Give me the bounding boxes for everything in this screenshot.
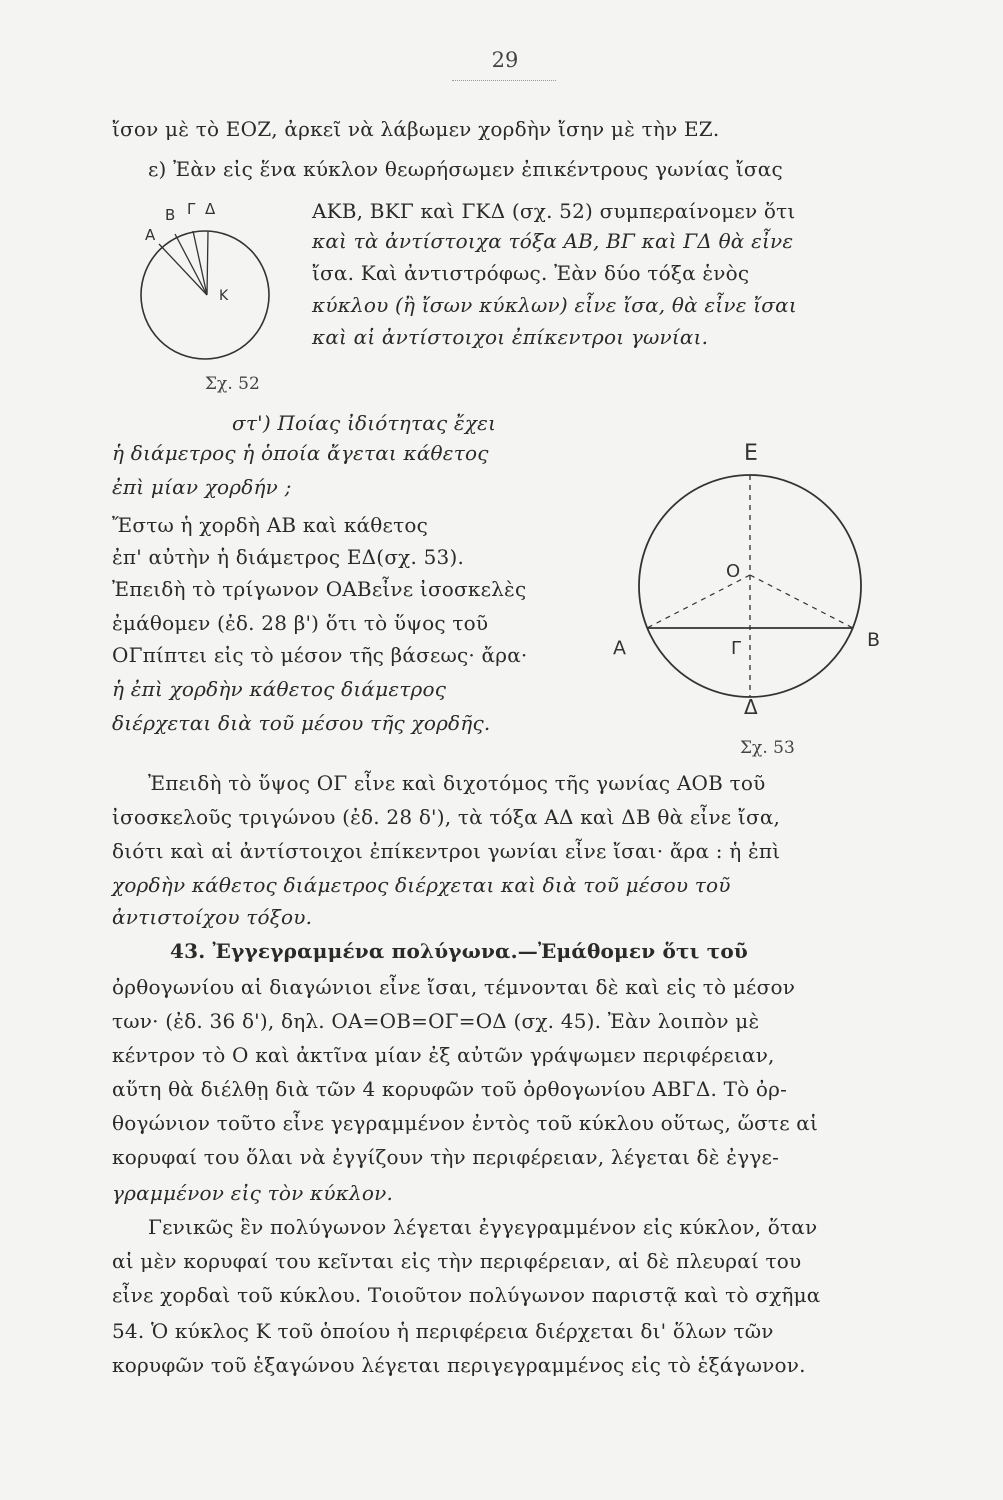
header-rule (452, 80, 556, 81)
text-line-21: χορδὴν κάθετος διάμετρος διέρχεται καὶ διὰ τοῦ μέσου τοῦ (112, 873, 731, 897)
text-line-2: ε) Ἐὰν εἰς ἕνα κύκλον θεωρήσωμεν ἐπικέντρους γωνίας ἴσας (148, 157, 783, 181)
text-line-20: διότι καὶ αἱ ἀντίστοιχοι ἐπίκεντροι γωνίαι εἶνε ἴσαι· ἄρα : ἡ ἐπὶ (112, 839, 781, 863)
figure-52 (125, 200, 295, 360)
text-line-15: ΟΓπίπτει εἰς τὸ μέσον τῆς βάσεως· ἄρα· (112, 643, 528, 667)
fig52-label-k: Κ (219, 288, 229, 304)
text-line-1: ἴσον μὲ τὸ ΕΟΖ, ἀρκεῖ νὰ λάβωμεν χορδὴν ἴσην μὲ τὴν ΕΖ. (112, 117, 720, 141)
fig52-circle (141, 231, 269, 359)
text-line-8: στ') Ποίας ἰδιότητας ἔχει (232, 411, 497, 435)
text-line-28: θογώνιον τοῦτο εἶνε γεγραμμένον ἐντὸς τοῦ κύκλου οὕτως, ὥστε αἱ (112, 1111, 819, 1135)
fig53-label-a: Α (613, 637, 626, 659)
text-line-12: ἐπ' αὐτὴν ἡ διάμετρος ΕΔ(σχ. 53). (112, 545, 465, 569)
fig53-label-o: Ο (726, 561, 741, 582)
text-line-33: εἶνε χορδαὶ τοῦ κύκλου. Τοιοῦτον πολύγωνον παριστᾷ καὶ τὸ σχῆμα (112, 1283, 821, 1307)
text-line-17: διέρχεται διὰ τοῦ μέσου τῆς χορδῆς. (112, 711, 491, 735)
text-line-19: ἰσοσκελοῦς τριγώνου (ἐδ. 28 δ'), τὰ τόξα ΑΔ καὶ ΔΒ θὰ εἶνε ἴσα, (112, 805, 781, 829)
text-line-18: Ἐπειδὴ τὸ ὕψος ΟΓ εἶνε καὶ διχοτόμος τῆς γωνίας ΑΟΒ τοῦ (148, 771, 766, 795)
text-line-29: κορυφαί του ὅλαι νὰ ἐγγίζουν τὴν περιφέρειαν, λέγεται δὲ ἐγγε- (112, 1145, 780, 1169)
text-line-27: αὕτη θὰ διέλθῃ διὰ τῶν 4 κορυφῶν τοῦ ὀρθογωνίου ΑΒΓΔ. Τὸ ὀρ- (112, 1077, 788, 1101)
text-line-30: γραμμένον εἰς τὸν κύκλον. (112, 1181, 394, 1205)
fig52-radius-b (175, 234, 207, 295)
text-line-13: Ἐπειδὴ τὸ τρίγωνον ΟΑΒεἶνε ἰσοσκελὲς (112, 577, 527, 601)
fig53-label-d: Δ (744, 695, 758, 719)
figure-53 (605, 432, 895, 732)
fig52-radius-g (193, 231, 207, 295)
text-line-22: ἀντιστοίχου τόξου. (112, 905, 313, 929)
text-line-4: καὶ τὰ ἀντίστοιχα τόξα ΑΒ, ΒΓ καὶ ΓΔ θὰ εἶνε (312, 229, 794, 253)
fig53-radius-ob (750, 575, 853, 628)
fig52-radius-d (207, 231, 208, 295)
text-line-26: κέντρον τὸ Ο καὶ ἀκτῖνα μίαν ἐξ αὐτῶν γράψωμεν περιφέρειαν, (112, 1043, 775, 1067)
fig52-label-g: Γ (187, 200, 196, 218)
text-line-32: αἱ μὲν κορυφαί του κεῖνται εἰς τὴν περιφέρειαν, αἱ δὲ πλευραί του (112, 1249, 802, 1273)
fig53-radius-oa (647, 575, 750, 628)
fig53-label-e: Ε (744, 441, 758, 466)
text-line-3: ΑΚΒ, ΒΚΓ καὶ ΓΚΔ (σχ. 52) συμπεραίνομεν ὅτι (312, 199, 796, 223)
text-line-24: ὀρθογωνίου αἱ διαγώνιοι εἶνε ἴσαι, τέμνονται δὲ καὶ εἰς τὸ μέσον (112, 975, 796, 999)
text-line-34: 54. Ὁ κύκλος Κ τοῦ ὁποίου ἡ περιφέρεια διέρχεται δι' ὅλων τῶν (112, 1319, 774, 1343)
text-line-11: Ἔστω ἡ χορδὴ ΑΒ καὶ κάθετος (112, 513, 429, 537)
fig52-label-d: Δ (205, 200, 216, 218)
figure-53-caption: Σχ. 53 (740, 738, 795, 758)
fig52-radius-a (159, 244, 207, 295)
text-line-7: καὶ αἱ ἀντίστοιχοι ἐπίκεντροι γωνίαι. (312, 325, 709, 349)
text-line-16: ἡ ἐπὶ χορδὴν κάθετος διάμετρος (112, 677, 447, 701)
text-line-9: ἡ διάμετρος ἡ ὁποία ἄγεται κάθετος (112, 441, 489, 465)
text-line-14: ἐμάθομεν (ἐδ. 28 β') ὅτι τὸ ὕψος τοῦ (112, 611, 489, 635)
text-line-35: κορυφῶν τοῦ ἑξαγώνου λέγεται περιγεγραμμένος εἰς τὸ ἑξάγωνον. (112, 1353, 806, 1377)
page-number: 29 (491, 48, 519, 72)
fig53-label-b: Β (867, 629, 881, 651)
text-line-31: Γενικῶς ἓν πολύγωνον λέγεται ἐγγεγραμμένον εἰς κύκλον, ὅταν (148, 1215, 818, 1239)
fig52-label-b: Β (165, 206, 176, 224)
text-line-5: ἴσα. Καὶ ἀντιστρόφως. Ἐὰν δύο τόξα ἑνὸς (312, 261, 750, 285)
text-line-10: ἐπὶ μίαν χορδήν ; (112, 475, 292, 499)
text-line-25: των· (ἐδ. 36 δ'), δηλ. ΟΑ=ΟΒ=ΟΓ=ΟΔ (σχ. 45). Ἐὰν λοιπὸν μὲ (112, 1009, 760, 1033)
fig53-label-g: Γ (731, 638, 742, 659)
section-heading-43: 43. Ἐγγεγραμμένα πολύγωνα.—Ἐμάθομεν ὅτι τοῦ (170, 939, 748, 963)
fig52-label-a: Α (145, 226, 156, 244)
text-line-6: κύκλου (ἢ ἴσων κύκλων) εἶνε ἴσα, θὰ εἶνε ἴσαι (312, 293, 797, 317)
figure-52-caption: Σχ. 52 (205, 374, 260, 394)
